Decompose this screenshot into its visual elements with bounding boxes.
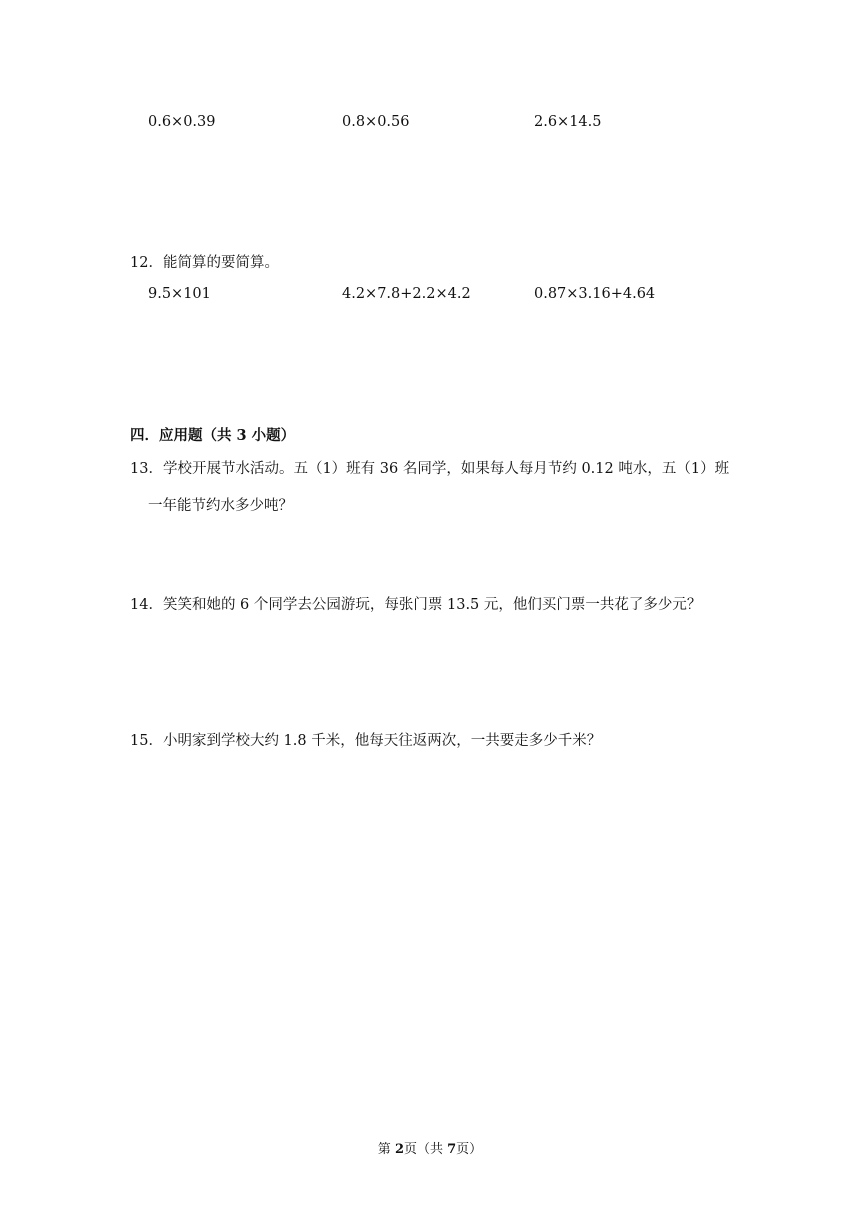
calc-item: 2.6×14.5 [534,114,602,130]
footer-middle: 页（共 [403,1142,448,1157]
calc-item: 0.6×0.39 [148,114,216,130]
question-12-prompt: 12．能简算的要简算。 [130,255,279,271]
total-pages-number: 7 [447,1142,457,1157]
section-heading: 四．应用题（共 3 小题） [130,427,296,444]
question-14: 14．笑笑和她的 6 个同学去公园游玩，每张门票 13.5 元，他们买门票一共花了多少元？ [130,597,702,613]
question-13-line-1: 13．学校开展节水活动。五（1）班有 36 名同学，如果每人每月节约 0.12 吨水，五（1）班 [130,461,730,477]
current-page-number: 2 [394,1142,404,1157]
footer-suffix: 页） [456,1142,483,1157]
calc-item: 9.5×101 [148,286,211,302]
calc-item: 0.8×0.56 [342,114,410,130]
calc-item: 0.87×3.16+4.64 [534,286,656,302]
question-13-line-2: 一年能节约水多少吨？ [148,498,293,514]
question-15: 15．小明家到学校大约 1.8 千米，他每天往返两次，一共要走多少千米？ [130,733,602,749]
calc-item: 4.2×7.8+2.2×4.2 [342,286,471,302]
footer-prefix: 第 [377,1142,395,1157]
page-footer [0,1138,860,1157]
